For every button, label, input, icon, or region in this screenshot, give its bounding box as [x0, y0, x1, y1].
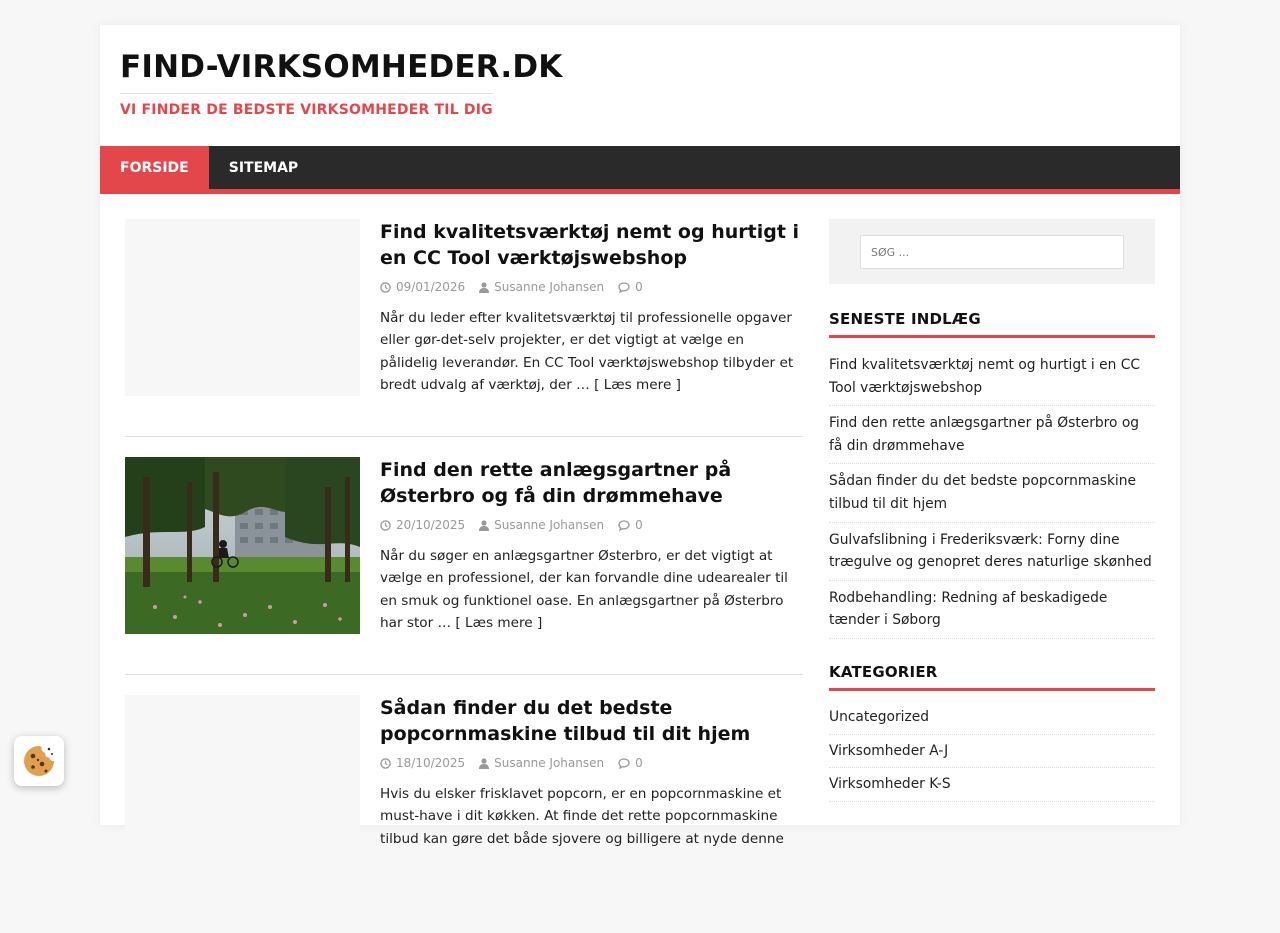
post-meta [380, 517, 803, 533]
read-more-link[interactable]: [ Læs mere ] [455, 615, 543, 632]
post-thumbnail[interactable] [125, 219, 360, 396]
comment-icon [618, 758, 630, 769]
post-thumbnail[interactable] [125, 457, 360, 634]
excerpt-text: Når du leder efter kvalitetsværktøj til professionelle opgaver eller gør-det-selv projekter, er det vigtigt at vælge en pålidelig leverandør. En CC Tool værktøjswebshop tilbyder et bredt udvalg af værktøj, der … [380, 310, 794, 394]
post-body [380, 219, 803, 416]
recent-post-link[interactable]: Sådan finder du det bedste popcornmaskine tilbud til dit hjem [829, 473, 1136, 512]
post-date: 20/10/2025 [396, 518, 466, 532]
post-item [125, 457, 803, 675]
post-date-wrap [380, 518, 465, 532]
post-item [125, 695, 803, 913]
recent-posts-list [829, 348, 1155, 639]
post-author[interactable]: Susanne Johansen [494, 756, 605, 770]
list-item [829, 701, 1155, 735]
recent-post-link[interactable]: Gulvafslibning i Frederiksværk: Forny dine trægulve og genopret deres naturlige skønhed [829, 531, 1152, 571]
excerpt-text: Hvis du elsker frisklavet popcorn, er en popcornmaskine et must-have i dit køkken. At finde det rette popcornmaskine tilbud kan gøre det både sjovere og billigere at nyde denne [380, 786, 784, 847]
post-meta [380, 755, 803, 771]
user-icon [479, 520, 489, 531]
excerpt-text: Når du søger en anlægsgartner Østerbro, er det vigtigt at vælge en professionel, der kan forvandle dine udearealer til en smuk og funktionel oase. En anlægsgartner på Østerbro har stor … [380, 548, 788, 632]
site-tagline: VI FINDER DE BEDSTE VIRKSOMHEDER TIL DIG [120, 102, 493, 118]
list-item [829, 768, 1155, 802]
categories-title: KATEGORIER [829, 663, 1155, 691]
post-comments[interactable]: 0 [635, 756, 643, 770]
post-date: 09/01/2026 [396, 280, 466, 294]
post-title[interactable]: Find den rette anlægsgartner på Østerbro og få din drømmehave [380, 459, 732, 507]
list-item [829, 523, 1155, 581]
post-date-wrap [380, 756, 465, 770]
post-comments[interactable]: 0 [635, 280, 643, 294]
post-author-wrap [479, 756, 604, 770]
category-link[interactable]: Uncategorized [829, 708, 929, 725]
comment-icon [618, 520, 630, 531]
post-date: 18/10/2025 [396, 756, 466, 770]
category-link[interactable]: Virksomheder K-S [829, 776, 951, 793]
post-list [125, 219, 803, 933]
list-item [829, 464, 1155, 522]
post-item [125, 219, 803, 437]
search-widget [829, 219, 1155, 284]
garden-photo [125, 457, 360, 634]
post-excerpt [380, 545, 803, 635]
list-item [829, 348, 1155, 406]
user-icon [479, 758, 489, 769]
list-item [829, 406, 1155, 464]
clock-icon [380, 282, 391, 293]
post-body [380, 695, 803, 893]
list-item [829, 735, 1155, 769]
post-comments-wrap [618, 756, 643, 770]
site-header [100, 25, 1180, 146]
search-input[interactable] [860, 235, 1124, 269]
clock-icon [380, 520, 391, 531]
categories-list [829, 701, 1155, 802]
category-link[interactable]: Virksomheder A-J [829, 742, 949, 759]
tagline-wrap [120, 93, 493, 118]
post-author-wrap [479, 518, 604, 532]
post-body [380, 457, 803, 654]
site-container [100, 25, 1180, 847]
cookie-settings-button[interactable] [14, 736, 64, 786]
post-excerpt [380, 307, 803, 397]
recent-post-link[interactable]: Find kvalitetsværktøj nemt og hurtigt i en CC Tool værktøjswebshop [829, 357, 1140, 396]
recent-posts-title: SENESTE INDLÆG [829, 310, 1155, 338]
main-nav [100, 146, 1180, 194]
post-author[interactable]: Susanne Johansen [494, 280, 605, 294]
site-title[interactable]: FIND-VIRKSOMHEDER.DK [120, 49, 563, 85]
post-thumbnail[interactable] [125, 695, 360, 872]
clock-icon [380, 758, 391, 769]
recent-post-link[interactable]: Rodbehandling: Redning af beskadigede tænder i Søborg [829, 589, 1108, 629]
cookie-icon [22, 744, 56, 778]
post-author[interactable]: Susanne Johansen [494, 518, 605, 532]
post-comments[interactable]: 0 [635, 518, 643, 532]
post-author-wrap [479, 280, 604, 294]
list-item [829, 581, 1155, 639]
comment-icon [618, 282, 630, 293]
post-meta [380, 279, 803, 295]
sidebar [829, 219, 1155, 802]
post-title[interactable]: Sådan finder du det bedste popcornmaskine tilbud til dit hjem [380, 697, 751, 745]
nav-item-forside[interactable]: FORSIDE [100, 146, 209, 189]
post-title[interactable]: Find kvalitetsværktøj nemt og hurtigt i en CC Tool værktøjswebshop [380, 221, 800, 269]
post-comments-wrap [618, 518, 643, 532]
post-excerpt [380, 783, 803, 850]
read-more-link[interactable]: [ Læs mere ] [594, 377, 681, 394]
user-icon [479, 282, 489, 293]
nav-item-sitemap[interactable]: SITEMAP [228, 159, 299, 176]
post-comments-wrap [618, 280, 643, 294]
post-date-wrap [380, 280, 465, 294]
recent-post-link[interactable]: Find den rette anlægsgartner på Østerbro og få din drømmehave [829, 415, 1140, 454]
